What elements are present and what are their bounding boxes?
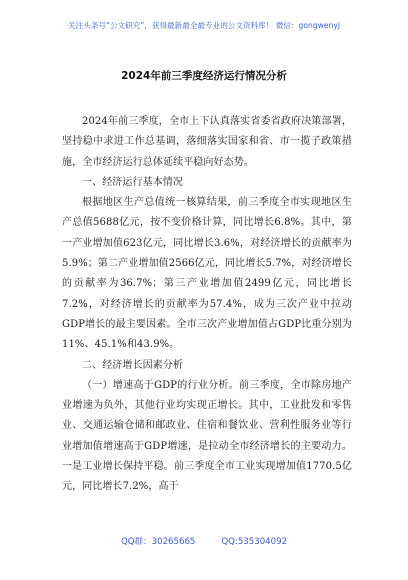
header-banner: 关注头条号“公文研究”，获得最新最全最专业的公文资料库！ 微信：gongwenyj <box>68 21 340 30</box>
section-heading-basic: 一、经济运行基本情况 <box>82 176 183 188</box>
footer-qq-group: QQ群：30265665 <box>120 537 196 547</box>
gdp-paragraph: 根据地区生产总值统一核算结果，前三季度全市实现地区生产总值5688亿元，按不变价格计算，同比增长6.8%。其中，第一产业增加值623亿元，同比增长3.6%，对经济增长的贡献率为5.9%；第二产业增加值2566亿元，同比增长5.7%，对经济增长的贡献率为36.7%；第三产业增加值2499亿元，同比增长7.2%，对经济增长的贡献率为57.4%，成为三次产业中拉动GDP增长的最主要因素。全市三次产业增加值占GDP比重分别为11%、45.1%和43.9%。 <box>62 197 352 351</box>
document-title: 2024年前三季度经济运行情况分析 <box>121 70 287 82</box>
intro-paragraph: 2024年前三季度，全市上下认真落实省委省政府决策部署，坚持稳中求进工作总基调，落细落实国家和省、市一揽子政策措施，全市经济运行总体延续平稳向好态势。 <box>62 116 352 168</box>
footer-qq-number: QQ:535304092 <box>221 537 288 547</box>
industry-analysis-paragraph: （一）增速高于GDP的行业分析。前三季度，全市除房地产业增速为负外，其他行业均实现正增长。其中，工业批发和零售业、交通运输仓储和邮政业、住宿和餐饮业、营利性服务业等行业增加值增速高于GDP增速，是拉动全市经济增长的主要动力。一是工业增长保持平稳。前三季度全市工业实现增加值1770.5亿元，同比增长7.2%，高于 <box>62 379 352 493</box>
footer-contacts <box>0 535 408 547</box>
document-body <box>62 112 352 498</box>
section-heading-factors: 二、经济增长因素分析 <box>82 359 183 371</box>
